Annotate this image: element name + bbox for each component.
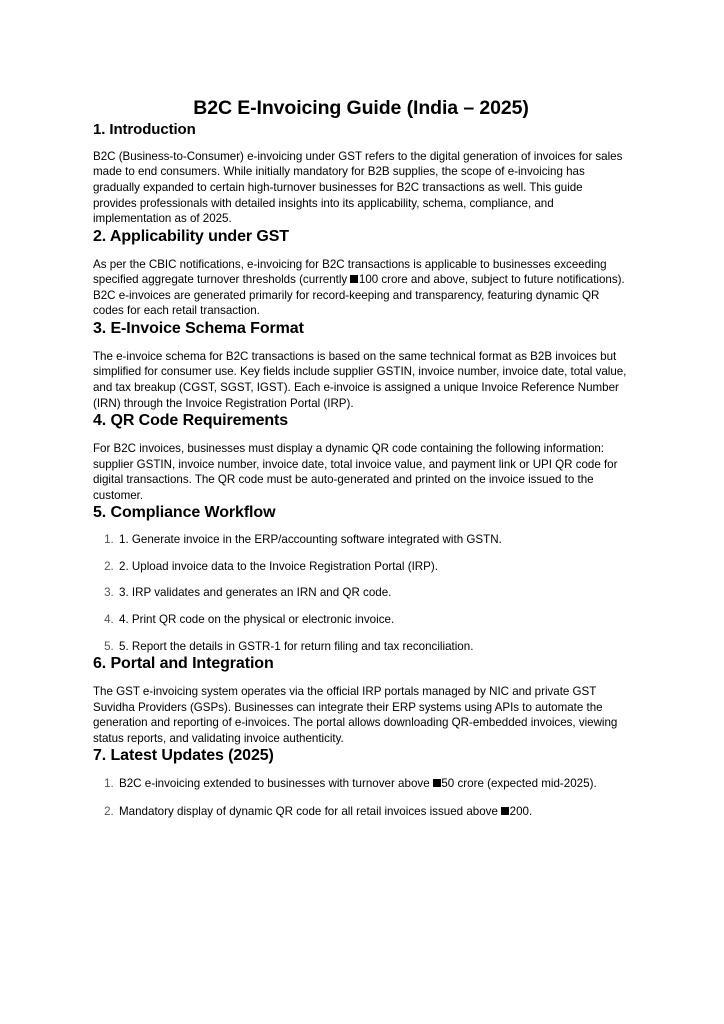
list-item: 3. 3. IRP validates and generates an IRN and QR code. xyxy=(117,585,629,601)
section-paragraph-qr-code: For B2C invoices, businesses must display a dynamic QR code containing the following information: supplier GSTIN, invoice number, invoice date, total invoice value, and payment link or UPI QR code for digital transactions. The QR code must be auto-generated and printed on the invoice issued to the customer. xyxy=(93,441,618,502)
list-item xyxy=(117,804,629,820)
update-text-before-symbol: B2C e-invoicing extended to businesses with turnover above xyxy=(119,777,433,791)
section-heading-introduction: 1. Introduction xyxy=(93,121,196,139)
section-paragraph-schema: The e-invoice schema for B2C transactions is based on the same technical format as B2B invoices but simplified for consumer use. Key fields include supplier GSTIN, invoice number, invoice date, total value, and tax breakup (CGST, SGST, IGST). Each e-invoice is assigned a unique Invoice Reference Number (IRN) through the Invoice Registration Portal (IRP). xyxy=(93,349,627,410)
section-heading-updates: 7. Latest Updates (2025) xyxy=(93,747,274,765)
section-paragraph-portal: The GST e-invoicing system operates via the official IRP portals managed by NIC and private GST Suvidha Providers (GSPs). Businesses can integrate their ERP systems using APIs to automate the generation and reporting of e-invoices. The portal allows downloading QR-embedded invoices, viewing status reports, and validating invoice authenticity. xyxy=(93,684,618,745)
missing-glyph-rupee-icon xyxy=(350,275,358,283)
list-item xyxy=(117,776,629,792)
updates-list xyxy=(93,776,629,819)
section-paragraph-introduction: B2C (Business-to-Consumer) e-invoicing under GST refers to the digital generation of invoices for sales made to end consumers. While initially mandatory for B2B supplies, the scope of e-invoicing has gradually expanded to certain high-turnover businesses for B2C transactions as well. This guide provides professionals with detailed insights into its applicability, schema, compliance, and implementation as of 2025. xyxy=(93,149,623,226)
missing-glyph-rupee-icon xyxy=(433,779,441,787)
applicability-text-before-symbol: As per the CBIC notifications, e-invoicing for B2C transactions is applicable to businesses exceeding specified aggregate turnover thresholds (currently xyxy=(93,257,607,287)
list-item: 1. 1. Generate invoice in the ERP/accounting software integrated with GSTN. xyxy=(117,532,629,548)
section-heading-workflow: 5. Compliance Workflow xyxy=(93,504,276,522)
update-text-after-symbol: 50 crore (expected mid-2025). xyxy=(441,777,597,791)
missing-glyph-rupee-icon xyxy=(501,807,509,815)
applicability-text-after-symbol: 100 crore and above, subject to future notifications). B2C e-invoices are generated primarily for record-keeping and transparency, featuring dynamic QR codes for each retail transaction. xyxy=(93,273,625,318)
update-text-after-symbol: 200. xyxy=(509,804,533,818)
section-heading-applicability: 2. Applicability under GST xyxy=(93,227,289,245)
page-title: B2C E-Invoicing Guide (India – 2025) xyxy=(193,97,529,119)
section-paragraph-applicability xyxy=(93,257,629,319)
section-heading-portal: 6. Portal and Integration xyxy=(93,655,274,673)
document-content xyxy=(93,0,629,831)
list-item: 2. 2. Upload invoice data to the Invoice Registration Portal (IRP). xyxy=(117,559,629,575)
section-heading-qr-code: 4. QR Code Requirements xyxy=(93,412,289,430)
section-heading-schema: 3. E-Invoice Schema Format xyxy=(93,320,304,338)
list-item: 4. 4. Print QR code on the physical or electronic invoice. xyxy=(117,612,629,628)
list-item: 5. 5. Report the details in GSTR-1 for return filing and tax reconciliation. xyxy=(117,639,629,655)
workflow-step-list xyxy=(93,532,629,654)
update-text-before-symbol: Mandatory display of dynamic QR code for all retail invoices issued above xyxy=(119,804,502,818)
